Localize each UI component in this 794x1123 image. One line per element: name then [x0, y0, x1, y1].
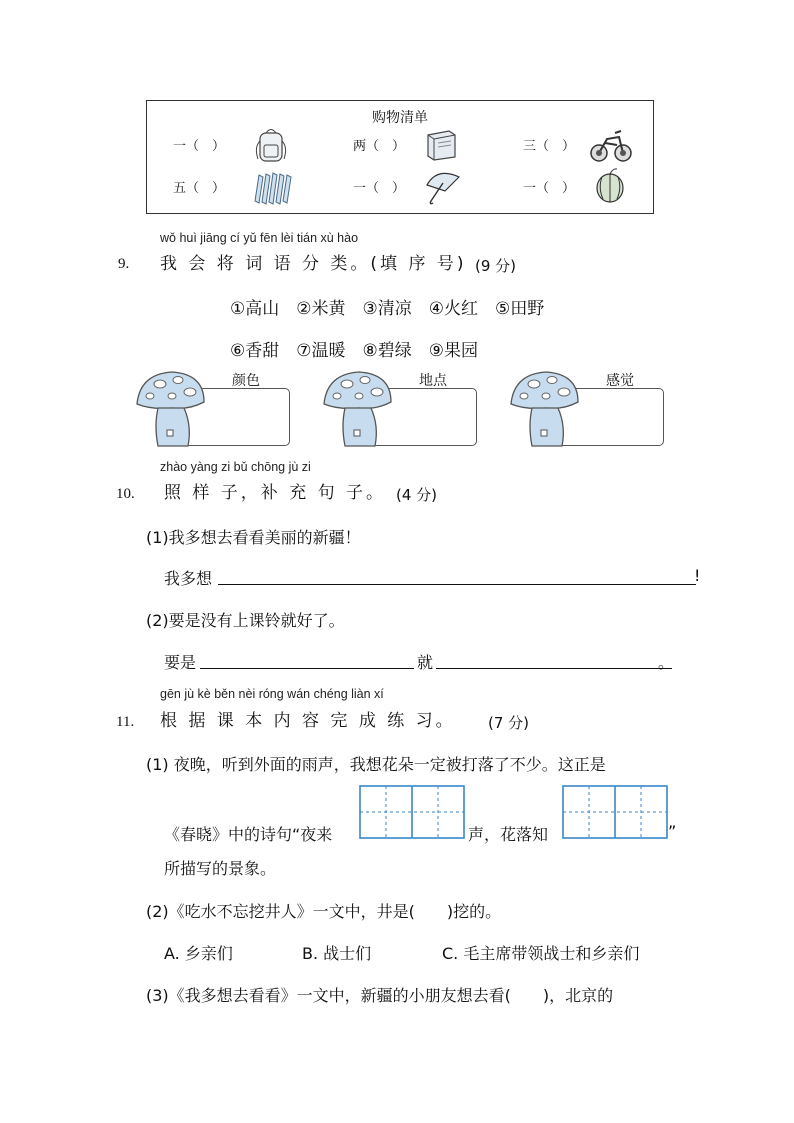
example-sentence: (2)要是没有上课铃就好了。	[146, 611, 345, 630]
sentence-connector: 就	[417, 653, 434, 672]
mushroom-category-card	[508, 366, 668, 448]
watermelon-icon	[593, 165, 627, 205]
umbrella-icon	[423, 165, 463, 207]
mushroom-category-card	[134, 366, 294, 448]
shopping-item-label: 一（ ）	[353, 181, 406, 196]
shopping-list-title: 购物清单	[372, 110, 428, 126]
category-label: 地点	[419, 373, 447, 389]
choice-option[interactable]: C. 毛主席带领战士和乡亲们	[442, 944, 640, 963]
question-number: 10.	[116, 486, 135, 502]
pencils-icon	[251, 165, 295, 205]
word-options-row: ①高山 ②米黄 ③清凉 ④火红 ⑤田野	[230, 299, 545, 319]
question-line: (3)《我多想去看看》一文中，新疆的小朋友想去看( )，北京的	[146, 986, 614, 1005]
shopping-item-label: 五（ ）	[173, 181, 226, 196]
choice-option[interactable]: A. 乡亲们	[164, 944, 233, 963]
question-text: 我 会 将 词 语 分 类。(填 序 号)	[160, 254, 467, 274]
character-grid[interactable]	[562, 785, 668, 839]
sentence-end-mark: !	[694, 566, 701, 585]
example-sentence: (1)我多想去看看美丽的新疆！	[146, 528, 361, 547]
answer-line[interactable]	[218, 584, 696, 585]
question-pinyin: wǒ huì jiāng cí yǔ fēn lèi tián xù hào	[160, 231, 359, 245]
mushroom-category-card	[321, 366, 481, 448]
choice-option[interactable]: B. 战士们	[302, 944, 372, 963]
mushroom-house-icon	[508, 366, 580, 448]
sentence-prefix: 要是	[164, 653, 197, 672]
shopping-item-label: 一（ ）	[173, 139, 226, 154]
question-text: 根 据 课 本 内 容 完 成 练 习。	[160, 711, 456, 731]
passage-line: ”	[668, 822, 677, 841]
question-pinyin: zhào yàng zi bǔ chōng jù zi	[160, 460, 311, 474]
question-score: (4 分)	[396, 486, 438, 504]
question-score: (7 分)	[488, 714, 530, 732]
mushroom-house-icon	[321, 366, 393, 448]
passage-line: (1) 夜晚，听到外面的雨声，我想花朵一定被打落了不少。这正是	[146, 755, 606, 774]
book-icon	[425, 129, 459, 161]
shopping-item-label: 一（ ）	[523, 181, 576, 196]
motorcycle-icon	[589, 125, 633, 165]
passage-line: 《春晓》中的诗句“夜来	[164, 825, 333, 844]
question-line: (2)《吃水不忘挖井人》一文中，井是( )挖的。	[146, 902, 502, 921]
sentence-end-mark: 。	[658, 653, 675, 672]
category-label: 感觉	[606, 373, 634, 389]
shopping-item-label: 三（ ）	[523, 139, 576, 154]
question-number: 9.	[118, 256, 130, 272]
sentence-prefix: 我多想	[164, 569, 213, 588]
question-pinyin: gēn jù kè běn nèi róng wán chéng liàn xí	[160, 687, 384, 701]
question-text: 照 样 子，补 充 句 子。	[164, 483, 387, 503]
question-number: 11.	[116, 714, 135, 730]
word-options-row: ⑥香甜 ⑦温暖 ⑧碧绿 ⑨果园	[230, 341, 478, 361]
shopping-item-label: 两（ ）	[353, 139, 406, 154]
backpack-icon	[251, 125, 291, 165]
answer-line[interactable]	[436, 668, 672, 669]
category-label: 颜色	[232, 373, 260, 389]
answer-line[interactable]	[200, 668, 414, 669]
passage-line: 声，花落知	[468, 825, 549, 844]
question-score: (9 分)	[475, 257, 517, 275]
passage-line: 所描写的景象。	[164, 859, 277, 878]
shopping-list-box	[146, 100, 654, 214]
mushroom-house-icon	[134, 366, 206, 448]
character-grid[interactable]	[359, 785, 465, 839]
